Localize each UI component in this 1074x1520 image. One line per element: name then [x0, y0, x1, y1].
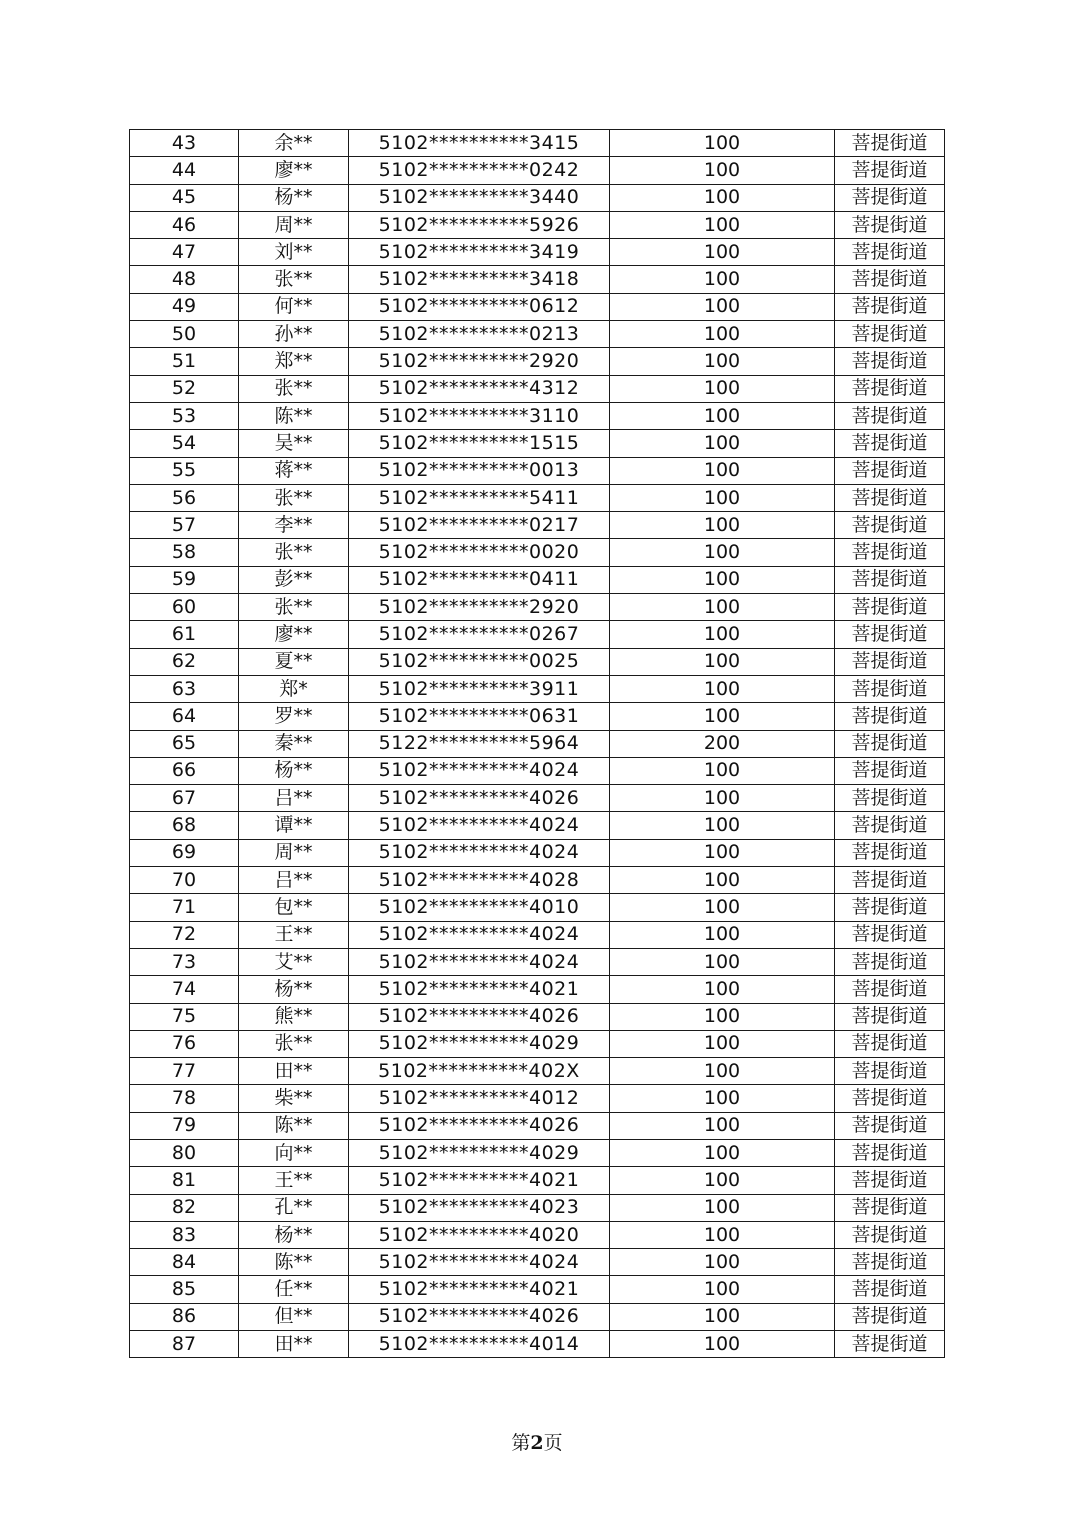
street-cell: 菩提街道 — [835, 594, 945, 621]
name-cell: 陈** — [239, 402, 349, 429]
street-cell: 菩提街道 — [835, 566, 945, 593]
name-cell: 张** — [239, 594, 349, 621]
row-number-cell: 79 — [130, 1112, 239, 1139]
id-number-cell: 5102**********3419 — [349, 239, 610, 266]
amount-cell: 100 — [610, 157, 835, 184]
street-cell: 菩提街道 — [835, 457, 945, 484]
row-number-cell: 55 — [130, 457, 239, 484]
id-number-cell: 5122**********5964 — [349, 730, 610, 757]
row-number-cell: 80 — [130, 1139, 239, 1166]
table-row — [130, 675, 945, 702]
id-number-cell: 5102**********4023 — [349, 1194, 610, 1221]
id-number-cell: 5102**********4026 — [349, 1303, 610, 1330]
id-number-cell: 5102**********4026 — [349, 785, 610, 812]
name-cell: 孙** — [239, 321, 349, 348]
street-cell: 菩提街道 — [835, 1003, 945, 1030]
amount-cell: 100 — [610, 894, 835, 921]
street-cell: 菩提街道 — [835, 1030, 945, 1057]
row-number-cell: 62 — [130, 648, 239, 675]
table-row — [130, 1112, 945, 1139]
name-cell: 余** — [239, 130, 349, 157]
id-number-cell: 5102**********4020 — [349, 1221, 610, 1248]
table-row — [130, 594, 945, 621]
amount-cell: 100 — [610, 402, 835, 429]
street-cell: 菩提街道 — [835, 675, 945, 702]
amount-cell: 100 — [610, 1303, 835, 1330]
row-number-cell: 83 — [130, 1221, 239, 1248]
name-cell: 田** — [239, 1331, 349, 1358]
amount-cell: 100 — [610, 812, 835, 839]
amount-cell: 100 — [610, 239, 835, 266]
row-number-cell: 84 — [130, 1249, 239, 1276]
table-row — [130, 539, 945, 566]
row-number-cell: 45 — [130, 184, 239, 211]
table-row — [130, 512, 945, 539]
table-row — [130, 375, 945, 402]
street-cell: 菩提街道 — [835, 1167, 945, 1194]
id-number-cell: 5102**********3110 — [349, 402, 610, 429]
id-number-cell: 5102**********0267 — [349, 621, 610, 648]
roster-table — [129, 129, 945, 1358]
id-number-cell: 5102**********4024 — [349, 839, 610, 866]
amount-cell: 100 — [610, 757, 835, 784]
id-number-cell: 5102**********4024 — [349, 757, 610, 784]
name-cell: 李** — [239, 512, 349, 539]
footer-prefix: 第 — [511, 1432, 531, 1454]
amount-cell: 100 — [610, 211, 835, 238]
name-cell: 张** — [239, 375, 349, 402]
name-cell: 孔** — [239, 1194, 349, 1221]
name-cell: 彭** — [239, 566, 349, 593]
table-row — [130, 1303, 945, 1330]
table-row — [130, 1276, 945, 1303]
street-cell: 菩提街道 — [835, 321, 945, 348]
row-number-cell: 68 — [130, 812, 239, 839]
row-number-cell: 63 — [130, 675, 239, 702]
roster-table-body — [130, 130, 945, 1358]
row-number-cell: 61 — [130, 621, 239, 648]
name-cell: 包** — [239, 894, 349, 921]
name-cell: 任** — [239, 1276, 349, 1303]
row-number-cell: 70 — [130, 867, 239, 894]
table-row — [130, 703, 945, 730]
table-row — [130, 1085, 945, 1112]
street-cell: 菩提街道 — [835, 948, 945, 975]
id-number-cell: 5102**********0217 — [349, 512, 610, 539]
table-row — [130, 430, 945, 457]
row-number-cell: 44 — [130, 157, 239, 184]
name-cell: 张** — [239, 484, 349, 511]
amount-cell: 100 — [610, 1194, 835, 1221]
table-row — [130, 1249, 945, 1276]
row-number-cell: 72 — [130, 921, 239, 948]
street-cell: 菩提街道 — [835, 757, 945, 784]
street-cell: 菩提街道 — [835, 130, 945, 157]
table-row — [130, 812, 945, 839]
id-number-cell: 5102**********4024 — [349, 948, 610, 975]
name-cell: 郑* — [239, 675, 349, 702]
id-number-cell: 5102**********4021 — [349, 1276, 610, 1303]
table-row — [130, 1221, 945, 1248]
table-row — [130, 239, 945, 266]
name-cell: 郑** — [239, 348, 349, 375]
amount-cell: 100 — [610, 539, 835, 566]
amount-cell: 100 — [610, 430, 835, 457]
amount-cell: 100 — [610, 1331, 835, 1358]
row-number-cell: 77 — [130, 1058, 239, 1085]
name-cell: 吴** — [239, 430, 349, 457]
id-number-cell: 5102**********4010 — [349, 894, 610, 921]
street-cell: 菩提街道 — [835, 730, 945, 757]
street-cell: 菩提街道 — [835, 976, 945, 1003]
name-cell: 王** — [239, 921, 349, 948]
amount-cell: 100 — [610, 1249, 835, 1276]
amount-cell: 100 — [610, 184, 835, 211]
row-number-cell: 69 — [130, 839, 239, 866]
table-row — [130, 211, 945, 238]
amount-cell: 100 — [610, 130, 835, 157]
name-cell: 王** — [239, 1167, 349, 1194]
table-row — [130, 321, 945, 348]
amount-cell: 100 — [610, 621, 835, 648]
street-cell: 菩提街道 — [835, 1221, 945, 1248]
id-number-cell: 5102**********2920 — [349, 348, 610, 375]
table-row — [130, 976, 945, 1003]
row-number-cell: 43 — [130, 130, 239, 157]
name-cell: 柴** — [239, 1085, 349, 1112]
id-number-cell: 5102**********2920 — [349, 594, 610, 621]
amount-cell: 100 — [610, 348, 835, 375]
table-row — [130, 648, 945, 675]
amount-cell: 100 — [610, 1030, 835, 1057]
street-cell: 菩提街道 — [835, 921, 945, 948]
street-cell: 菩提街道 — [835, 703, 945, 730]
amount-cell: 100 — [610, 1167, 835, 1194]
name-cell: 蒋** — [239, 457, 349, 484]
street-cell: 菩提街道 — [835, 621, 945, 648]
amount-cell: 100 — [610, 293, 835, 320]
amount-cell: 100 — [610, 1058, 835, 1085]
amount-cell: 100 — [610, 1221, 835, 1248]
amount-cell: 200 — [610, 730, 835, 757]
row-number-cell: 49 — [130, 293, 239, 320]
name-cell: 谭** — [239, 812, 349, 839]
id-number-cell: 5102**********4024 — [349, 1249, 610, 1276]
id-number-cell: 5102**********3440 — [349, 184, 610, 211]
name-cell: 罗** — [239, 703, 349, 730]
footer-suffix: 页 — [543, 1432, 563, 1454]
amount-cell: 100 — [610, 266, 835, 293]
name-cell: 熊** — [239, 1003, 349, 1030]
name-cell: 张** — [239, 539, 349, 566]
row-number-cell: 57 — [130, 512, 239, 539]
table-row — [130, 184, 945, 211]
table-row — [130, 1167, 945, 1194]
id-number-cell: 5102**********4024 — [349, 921, 610, 948]
name-cell: 周** — [239, 839, 349, 866]
table-row — [130, 757, 945, 784]
table-row — [130, 730, 945, 757]
amount-cell: 100 — [610, 1112, 835, 1139]
row-number-cell: 51 — [130, 348, 239, 375]
row-number-cell: 75 — [130, 1003, 239, 1030]
id-number-cell: 5102**********4014 — [349, 1331, 610, 1358]
row-number-cell: 71 — [130, 894, 239, 921]
street-cell: 菩提街道 — [835, 539, 945, 566]
id-number-cell: 5102**********4021 — [349, 976, 610, 1003]
street-cell: 菩提街道 — [835, 430, 945, 457]
amount-cell: 100 — [610, 839, 835, 866]
table-row — [130, 785, 945, 812]
id-number-cell: 5102**********1515 — [349, 430, 610, 457]
row-number-cell: 86 — [130, 1303, 239, 1330]
table-row — [130, 130, 945, 157]
street-cell: 菩提街道 — [835, 648, 945, 675]
row-number-cell: 53 — [130, 402, 239, 429]
name-cell: 但** — [239, 1303, 349, 1330]
name-cell: 何** — [239, 293, 349, 320]
table-row — [130, 1194, 945, 1221]
street-cell: 菩提街道 — [835, 1331, 945, 1358]
id-number-cell: 5102**********0612 — [349, 293, 610, 320]
row-number-cell: 46 — [130, 211, 239, 238]
name-cell: 张** — [239, 1030, 349, 1057]
amount-cell: 100 — [610, 1003, 835, 1030]
name-cell: 秦** — [239, 730, 349, 757]
name-cell: 向** — [239, 1139, 349, 1166]
street-cell: 菩提街道 — [835, 484, 945, 511]
id-number-cell: 5102**********0020 — [349, 539, 610, 566]
street-cell: 菩提街道 — [835, 867, 945, 894]
row-number-cell: 73 — [130, 948, 239, 975]
id-number-cell: 5102**********4026 — [349, 1112, 610, 1139]
amount-cell: 100 — [610, 703, 835, 730]
row-number-cell: 48 — [130, 266, 239, 293]
street-cell: 菩提街道 — [835, 184, 945, 211]
page-footer — [0, 1428, 1074, 1455]
name-cell: 刘** — [239, 239, 349, 266]
name-cell: 杨** — [239, 1221, 349, 1248]
id-number-cell: 5102**********0631 — [349, 703, 610, 730]
street-cell: 菩提街道 — [835, 1112, 945, 1139]
street-cell: 菩提街道 — [835, 348, 945, 375]
street-cell: 菩提街道 — [835, 239, 945, 266]
amount-cell: 100 — [610, 675, 835, 702]
id-number-cell: 5102**********4021 — [349, 1167, 610, 1194]
table-row — [130, 1331, 945, 1358]
street-cell: 菩提街道 — [835, 512, 945, 539]
street-cell: 菩提街道 — [835, 157, 945, 184]
name-cell: 吕** — [239, 785, 349, 812]
row-number-cell: 85 — [130, 1276, 239, 1303]
street-cell: 菩提街道 — [835, 293, 945, 320]
table-row — [130, 402, 945, 429]
amount-cell: 100 — [610, 594, 835, 621]
row-number-cell: 54 — [130, 430, 239, 457]
street-cell: 菩提街道 — [835, 402, 945, 429]
row-number-cell: 60 — [130, 594, 239, 621]
table-row — [130, 948, 945, 975]
row-number-cell: 65 — [130, 730, 239, 757]
row-number-cell: 87 — [130, 1331, 239, 1358]
table-row — [130, 894, 945, 921]
id-number-cell: 5102**********3418 — [349, 266, 610, 293]
row-number-cell: 82 — [130, 1194, 239, 1221]
street-cell: 菩提街道 — [835, 1249, 945, 1276]
name-cell: 周** — [239, 211, 349, 238]
street-cell: 菩提街道 — [835, 1194, 945, 1221]
name-cell: 杨** — [239, 184, 349, 211]
name-cell: 夏** — [239, 648, 349, 675]
amount-cell: 100 — [610, 321, 835, 348]
row-number-cell: 50 — [130, 321, 239, 348]
name-cell: 廖** — [239, 157, 349, 184]
street-cell: 菩提街道 — [835, 211, 945, 238]
name-cell: 杨** — [239, 757, 349, 784]
amount-cell: 100 — [610, 921, 835, 948]
row-number-cell: 67 — [130, 785, 239, 812]
id-number-cell: 5102**********0013 — [349, 457, 610, 484]
table-row — [130, 867, 945, 894]
street-cell: 菩提街道 — [835, 1303, 945, 1330]
amount-cell: 100 — [610, 512, 835, 539]
name-cell: 廖** — [239, 621, 349, 648]
street-cell: 菩提街道 — [835, 839, 945, 866]
street-cell: 菩提街道 — [835, 1085, 945, 1112]
amount-cell: 100 — [610, 484, 835, 511]
table-row — [130, 621, 945, 648]
row-number-cell: 76 — [130, 1030, 239, 1057]
id-number-cell: 5102**********0025 — [349, 648, 610, 675]
amount-cell: 100 — [610, 976, 835, 1003]
name-cell: 陈** — [239, 1112, 349, 1139]
page-number: 2 — [530, 1432, 544, 1454]
table-row — [130, 293, 945, 320]
street-cell: 菩提街道 — [835, 266, 945, 293]
id-number-cell: 5102**********4029 — [349, 1139, 610, 1166]
row-number-cell: 58 — [130, 539, 239, 566]
row-number-cell: 56 — [130, 484, 239, 511]
row-number-cell: 52 — [130, 375, 239, 402]
table-row — [130, 1139, 945, 1166]
street-cell: 菩提街道 — [835, 375, 945, 402]
street-cell: 菩提街道 — [835, 1276, 945, 1303]
table-row — [130, 484, 945, 511]
street-cell: 菩提街道 — [835, 1058, 945, 1085]
table-row — [130, 157, 945, 184]
row-number-cell: 78 — [130, 1085, 239, 1112]
row-number-cell: 74 — [130, 976, 239, 1003]
table-row — [130, 348, 945, 375]
id-number-cell: 5102**********3911 — [349, 675, 610, 702]
row-number-cell: 59 — [130, 566, 239, 593]
row-number-cell: 66 — [130, 757, 239, 784]
id-number-cell: 5102**********4312 — [349, 375, 610, 402]
table-row — [130, 1030, 945, 1057]
name-cell: 杨** — [239, 976, 349, 1003]
street-cell: 菩提街道 — [835, 894, 945, 921]
id-number-cell: 5102**********0242 — [349, 157, 610, 184]
id-number-cell: 5102**********0213 — [349, 321, 610, 348]
amount-cell: 100 — [610, 785, 835, 812]
amount-cell: 100 — [610, 457, 835, 484]
row-number-cell: 64 — [130, 703, 239, 730]
name-cell: 陈** — [239, 1249, 349, 1276]
table-row — [130, 457, 945, 484]
id-number-cell: 5102**********4024 — [349, 812, 610, 839]
name-cell: 吕** — [239, 867, 349, 894]
id-number-cell: 5102**********0411 — [349, 566, 610, 593]
amount-cell: 100 — [610, 948, 835, 975]
amount-cell: 100 — [610, 867, 835, 894]
table-row — [130, 1003, 945, 1030]
street-cell: 菩提街道 — [835, 785, 945, 812]
table-row — [130, 266, 945, 293]
id-number-cell: 5102**********4028 — [349, 867, 610, 894]
id-number-cell: 5102**********5411 — [349, 484, 610, 511]
name-cell: 田** — [239, 1058, 349, 1085]
table-row — [130, 1058, 945, 1085]
table-row — [130, 566, 945, 593]
amount-cell: 100 — [610, 648, 835, 675]
table-row — [130, 839, 945, 866]
row-number-cell: 47 — [130, 239, 239, 266]
row-number-cell: 81 — [130, 1167, 239, 1194]
table-row — [130, 921, 945, 948]
street-cell: 菩提街道 — [835, 812, 945, 839]
name-cell: 艾** — [239, 948, 349, 975]
id-number-cell: 5102**********3415 — [349, 130, 610, 157]
id-number-cell: 5102**********4012 — [349, 1085, 610, 1112]
id-number-cell: 5102**********4029 — [349, 1030, 610, 1057]
amount-cell: 100 — [610, 1139, 835, 1166]
street-cell: 菩提街道 — [835, 1139, 945, 1166]
id-number-cell: 5102**********5926 — [349, 211, 610, 238]
id-number-cell: 5102**********402X — [349, 1058, 610, 1085]
amount-cell: 100 — [610, 1085, 835, 1112]
amount-cell: 100 — [610, 566, 835, 593]
id-number-cell: 5102**********4026 — [349, 1003, 610, 1030]
amount-cell: 100 — [610, 375, 835, 402]
name-cell: 张** — [239, 266, 349, 293]
amount-cell: 100 — [610, 1276, 835, 1303]
